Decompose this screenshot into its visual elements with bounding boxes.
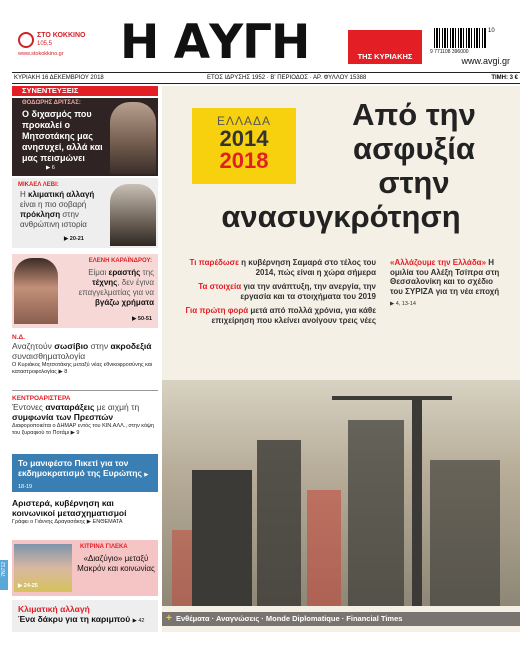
- page-ref: ▶ 50-51: [132, 316, 152, 322]
- box-country: ΕΛΛΑΔΑ: [216, 114, 272, 128]
- supplements-bar[interactable]: [162, 612, 520, 626]
- building-shape: [192, 470, 252, 606]
- supplements-list: Ενθέματα · Αναγνώσεις · Monde Diplomatique · Financial Times: [176, 614, 403, 623]
- side-tab: 7Ν712: [0, 560, 8, 590]
- box-year-end: 2018: [219, 148, 269, 173]
- box-year-start: 2014: [219, 126, 269, 151]
- building-shape: [257, 440, 301, 606]
- protest-photo: [14, 544, 72, 592]
- section-title-interviews: ΣΥΝΕΝΤΕΥΞΕΙΣ: [12, 86, 158, 96]
- story-headline: «Διαζύγιο» μεταξύ Μακρόν και κοινωνίας: [77, 554, 155, 573]
- website-link[interactable]: www.avgi.gr: [461, 56, 510, 66]
- building-shape: [430, 460, 500, 606]
- sidebar: [12, 86, 158, 632]
- newspaper-title: Η ΑΥΓΗ: [120, 15, 310, 70]
- building-shape: [348, 420, 404, 606]
- story-center-left[interactable]: [12, 395, 158, 437]
- story-headline: Έντονες αναταράξεις με αιχμή τη συμφωνία των Πρεσπών: [12, 402, 140, 422]
- interview-levi[interactable]: [12, 178, 158, 248]
- page-ref: ▶ 6: [46, 165, 55, 171]
- radio-frequency: 105,5: [37, 41, 53, 47]
- interview-quote: Ο διχασμός που προκαλεί ο Μητσοτάκης μας ανησυχεί, αλλά και μας πεισμώνει: [22, 109, 103, 163]
- story-subhead: Διαφοροποιείται ο ΔΗΜΑΡ εντός του ΚΙΝ.ΑΛΛ., στην κόψη του ξυραφιού το Ποτάμι ▶ 9: [12, 423, 155, 436]
- story-subhead: Γράφει ο Γιάννης Δραγασάκης ▶ ΕΝΘΕΜΑΤΑ: [12, 519, 123, 525]
- main-headline-last-line: ανασυγκρότηση: [221, 199, 461, 234]
- story-subhead: Ο Κυριάκος Μητσοτάκης μεταξύ νέας εθνικοφροσύνης και καταστροφολογίας ▶ 8: [12, 362, 153, 375]
- interview-karaindrou[interactable]: [12, 254, 158, 328]
- barcode-icon: [434, 28, 486, 48]
- speech-teaser: «Αλλάζουμε την Ελλάδα» Η ομιλία του Αλέξη Τσίπρα στη Θεσσαλονίκη και το σχέδιο του ΣΥΡΙΖΑ για τη νέα εποχή ▶ 4, 13-14: [390, 258, 508, 310]
- building-shape: [307, 490, 341, 606]
- story-left-government[interactable]: [12, 498, 158, 526]
- interview-headline: Η κλιματική αλλαγή είναι η πιο σοβαρή πρόκληση στην ανθρώπινη ιστορία: [20, 190, 95, 229]
- radio-name: ΣΤΟ ΚΟΚΚΙΝΟ: [37, 32, 86, 39]
- subtitle-tab: [348, 30, 422, 64]
- interview-headline: Είμαι εραστής της τέχνης, δεν έγινα επαγγελματίας για να βγάζω χρήματα: [78, 268, 154, 307]
- story-headline: Αναζητούν σωσίβιο στην ακροδεξιά συναισθηματολογία: [12, 341, 152, 361]
- issue-number: 10: [488, 28, 495, 34]
- divider: [12, 390, 158, 391]
- story-nd[interactable]: [12, 334, 158, 376]
- cover-story[interactable]: [162, 86, 520, 632]
- crane-arm-shape: [332, 396, 452, 400]
- portrait-photo: [110, 184, 156, 246]
- radio-website: www.stokokkino.gr: [18, 51, 64, 57]
- issue-date: ΚΥΡΙΑΚΗ 16 ΔΕΚΕΜΒΡΙΟΥ 2018: [14, 75, 104, 81]
- story-piketty[interactable]: [12, 454, 158, 492]
- dateline: [12, 72, 520, 84]
- story-label: Κλιματική αλλαγή: [18, 604, 90, 614]
- story-climate[interactable]: [12, 600, 158, 632]
- crane-shape: [412, 396, 422, 606]
- story-points: Τι παρέδωσε η κυβέρνηση Σαμαρά στο τέλος του 2014, πώς είναι η χώρα σήμερα Τα στοιχεία για την ανάπτυξη, την ανεργία, την εργασία και τα στοιχήματα του 2019 Για πρώτη φορά μετά από πολλά χρόνια, για κάθε επιχείρηση που κλείνει ανοίγουν τρεις νέες: [185, 258, 376, 325]
- building-shape: [172, 530, 192, 606]
- price: ΤΙΜΗ: 3 €: [491, 75, 518, 81]
- masthead: [0, 0, 530, 72]
- city-collage-illustration: [162, 380, 520, 606]
- radio-circle-icon: [18, 32, 34, 48]
- interviewee-name: ΘΟΔΩΡΗΣ ΔΡΙΤΣΑΣ:: [22, 100, 81, 106]
- year-box: [192, 108, 296, 184]
- page-ref: ▶ 18-19: [18, 472, 149, 490]
- radio-logo: [18, 30, 100, 60]
- story-headline: Ένα δάκρυ για τη καριμπού ▶ 42: [18, 614, 145, 624]
- portrait-photo: [14, 258, 58, 324]
- story-headline: Αριστερά, κυβέρνηση και κοινωνικοί μετασχηματισμοί: [12, 498, 127, 518]
- story-yellow-vests[interactable]: [12, 540, 158, 596]
- portrait-photo: [110, 102, 156, 174]
- story-label: Ν.Δ.: [12, 334, 25, 341]
- page-ref: ▶ 24-25: [18, 583, 38, 589]
- barcode-number: 9 771108 396000: [430, 49, 469, 55]
- page-ref: ▶ 4, 13-14: [390, 301, 416, 307]
- story-headline: Το μανιφέστο Πικετί για τον εκδημοκρατισμό της Ευρώπης: [18, 458, 142, 478]
- interview-dritsas[interactable]: [12, 98, 158, 176]
- story-label: ΚΕΝΤΡΟΑΡΙΣΤΕΡΑ: [12, 395, 71, 402]
- newspaper-subtitle: ΤΗΣ ΚΥΡΙΑΚΗΣ: [357, 52, 413, 61]
- interviewee-name: ΜΙΚΑΕΛ ΛΕΒΙ:: [18, 182, 59, 188]
- interviewee-name: ΕΛΕΝΗ ΚΑΡΑΪΝΔΡΟΥ:: [88, 258, 152, 264]
- story-label: ΚΙΤΡΙΝΑ ΓΙΛΕΚΑ: [80, 544, 128, 550]
- plus-icon: +: [166, 613, 172, 624]
- edition-info: ΕΤΟΣ ΙΔΡΥΣΗΣ 1952 · Β' ΠΕΡΙΟΔΟΣ · ΑΡ. ΦΥΛΛΟΥ 15388: [207, 75, 367, 81]
- main-headline: Από την ασφυξία στην: [352, 97, 476, 200]
- page-ref: ▶ 20-21: [64, 236, 84, 242]
